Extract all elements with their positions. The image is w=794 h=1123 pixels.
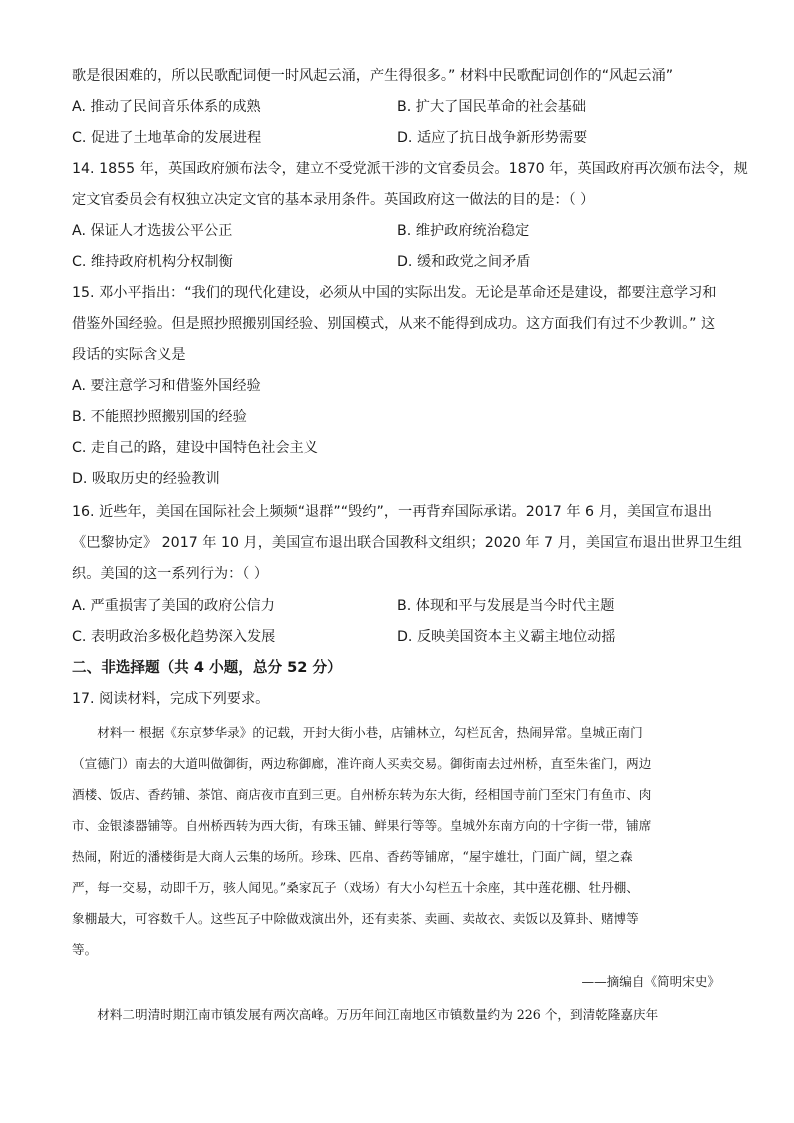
section-heading: 二、非选择题（共 4 小题，总分 52 分）: [72, 659, 342, 676]
q17-instruction: 17. 阅读材料，完成下列要求。: [72, 691, 270, 707]
material-1-source: ——摘编自《简明宋史》: [581, 974, 720, 989]
q15-option-d: D. 吸取历史的经验教训: [72, 471, 220, 487]
material-2-line: 材料二明清时期江南市镇发展有两次高峰。万历年间江南地区市镇数量约为 226 个，到清乾隆嘉庆年: [72, 1007, 659, 1022]
q15-stem-line3: 段话的实际含义是: [72, 347, 186, 363]
q13-option-a: A. 推动了民间音乐体系的成熟: [72, 99, 261, 115]
material-1-line: （宣德门）南去的大道叫做御街，两边称御廊，准许商人买卖交易。御街南去过州桥，直至朱雀门，两边: [72, 756, 652, 771]
q14-option-b: B. 维护政府统治稳定: [397, 223, 530, 239]
q14-stem-line2: 定文官委员会有权独立决定文官的基本录用条件。英国政府这一做法的目的是：（ ）: [72, 192, 595, 208]
q14-option-c: C. 维持政府机构分权制衡: [72, 254, 233, 270]
q16-option-a: A. 严重损害了美国的政府公信力: [72, 598, 275, 614]
q16-stem-line1: 16. 近些年，美国在国际社会上频频“退群”“毁约”，一再背弃国际承诺。2017 年 6 月，美国宣布退出: [72, 504, 713, 520]
q14-option-d: D. 缓和政党之间矛盾: [397, 254, 531, 270]
q13-option-d: D. 适应了抗日战争新形势需要: [397, 130, 588, 146]
q16-option-c: C. 表明政治多极化趋势深入发展: [72, 629, 276, 645]
material-1-line: 酒楼、饭店、香药铺、茶馆、商店夜市直到三更。自州桥东转为东大街，经相国寺前门至宋门有鱼市、肉: [72, 787, 652, 802]
q16-stem-line2: 《巴黎协定》 2017 年 10 月，美国宣布退出联合国教科文组织；2020 年 7 月，美国宣布退出世界卫生组: [72, 535, 742, 551]
q15-stem-line2: 借鉴外国经验。但是照抄照搬别国经验、别国模式，从来不能得到成功。这方面我们有过不少教训。” 这: [72, 316, 716, 332]
q13-stem-tail: 歌是很困难的，所以民歌配词便一时风起云涌，产生得很多。” 材料中民歌配词创作的“风起云涌”: [72, 68, 674, 84]
q15-option-b: B. 不能照抄照搬别国的经验: [72, 409, 247, 425]
material-1-line: 象棚最大，可容数千人。这些瓦子中除做戏演出外，还有卖茶、卖画、卖故衣、卖饭以及算卦、赌博等: [72, 911, 639, 926]
q16-option-b: B. 体现和平与发展是当今时代主题: [397, 598, 615, 614]
material-1-line: 严，每一交易，动即千万，骇人闻见。”桑家瓦子（戏场）有大小勾栏五十余座，其中莲花棚、牡丹棚、: [72, 880, 639, 895]
q16-option-d: D. 反映美国资本主义霸主地位动摇: [397, 629, 616, 645]
q14-option-a: A. 保证人才选拔公平公正: [72, 223, 233, 239]
material-1-line: 热闹，附近的潘楼街是大商人云集的场所。珍珠、匹帛、香药等铺席，“屋宇雄壮，门面广阔，望之森: [72, 849, 633, 864]
q15-option-a: A. 要注意学习和借鉴外国经验: [72, 378, 261, 394]
q13-option-c: C. 促进了土地革命的发展进程: [72, 130, 262, 146]
material-1-line: 材料一 根据《东京梦华录》的记载，开封大街小巷，店铺林立，勾栏瓦舍，热闹异常。皇城正南门: [72, 725, 643, 740]
q13-option-b: B. 扩大了国民革命的社会基础: [397, 99, 587, 115]
material-1-line: 市、金银漆器铺等。自州桥西转为西大街，有珠玉铺、鲜果行等等。皇城外东南方向的十字街一带，铺席: [72, 818, 652, 833]
material-1-line: 等。: [72, 942, 98, 957]
q15-stem-line1: 15. 邓小平指出：“我们的现代化建设，必须从中国的实际出发。无论是革命还是建设，都要注意学习和: [72, 285, 717, 301]
q16-stem-line3: 织。美国的这一系列行为：（ ）: [72, 566, 269, 582]
q15-option-c: C. 走自己的路，建设中国特色社会主义: [72, 440, 318, 456]
q14-stem-line1: 14. 1855 年，英国政府颁布法令，建立不受党派干涉的文官委员会。1870 年，英国政府再次颁布法令，规: [72, 161, 748, 177]
